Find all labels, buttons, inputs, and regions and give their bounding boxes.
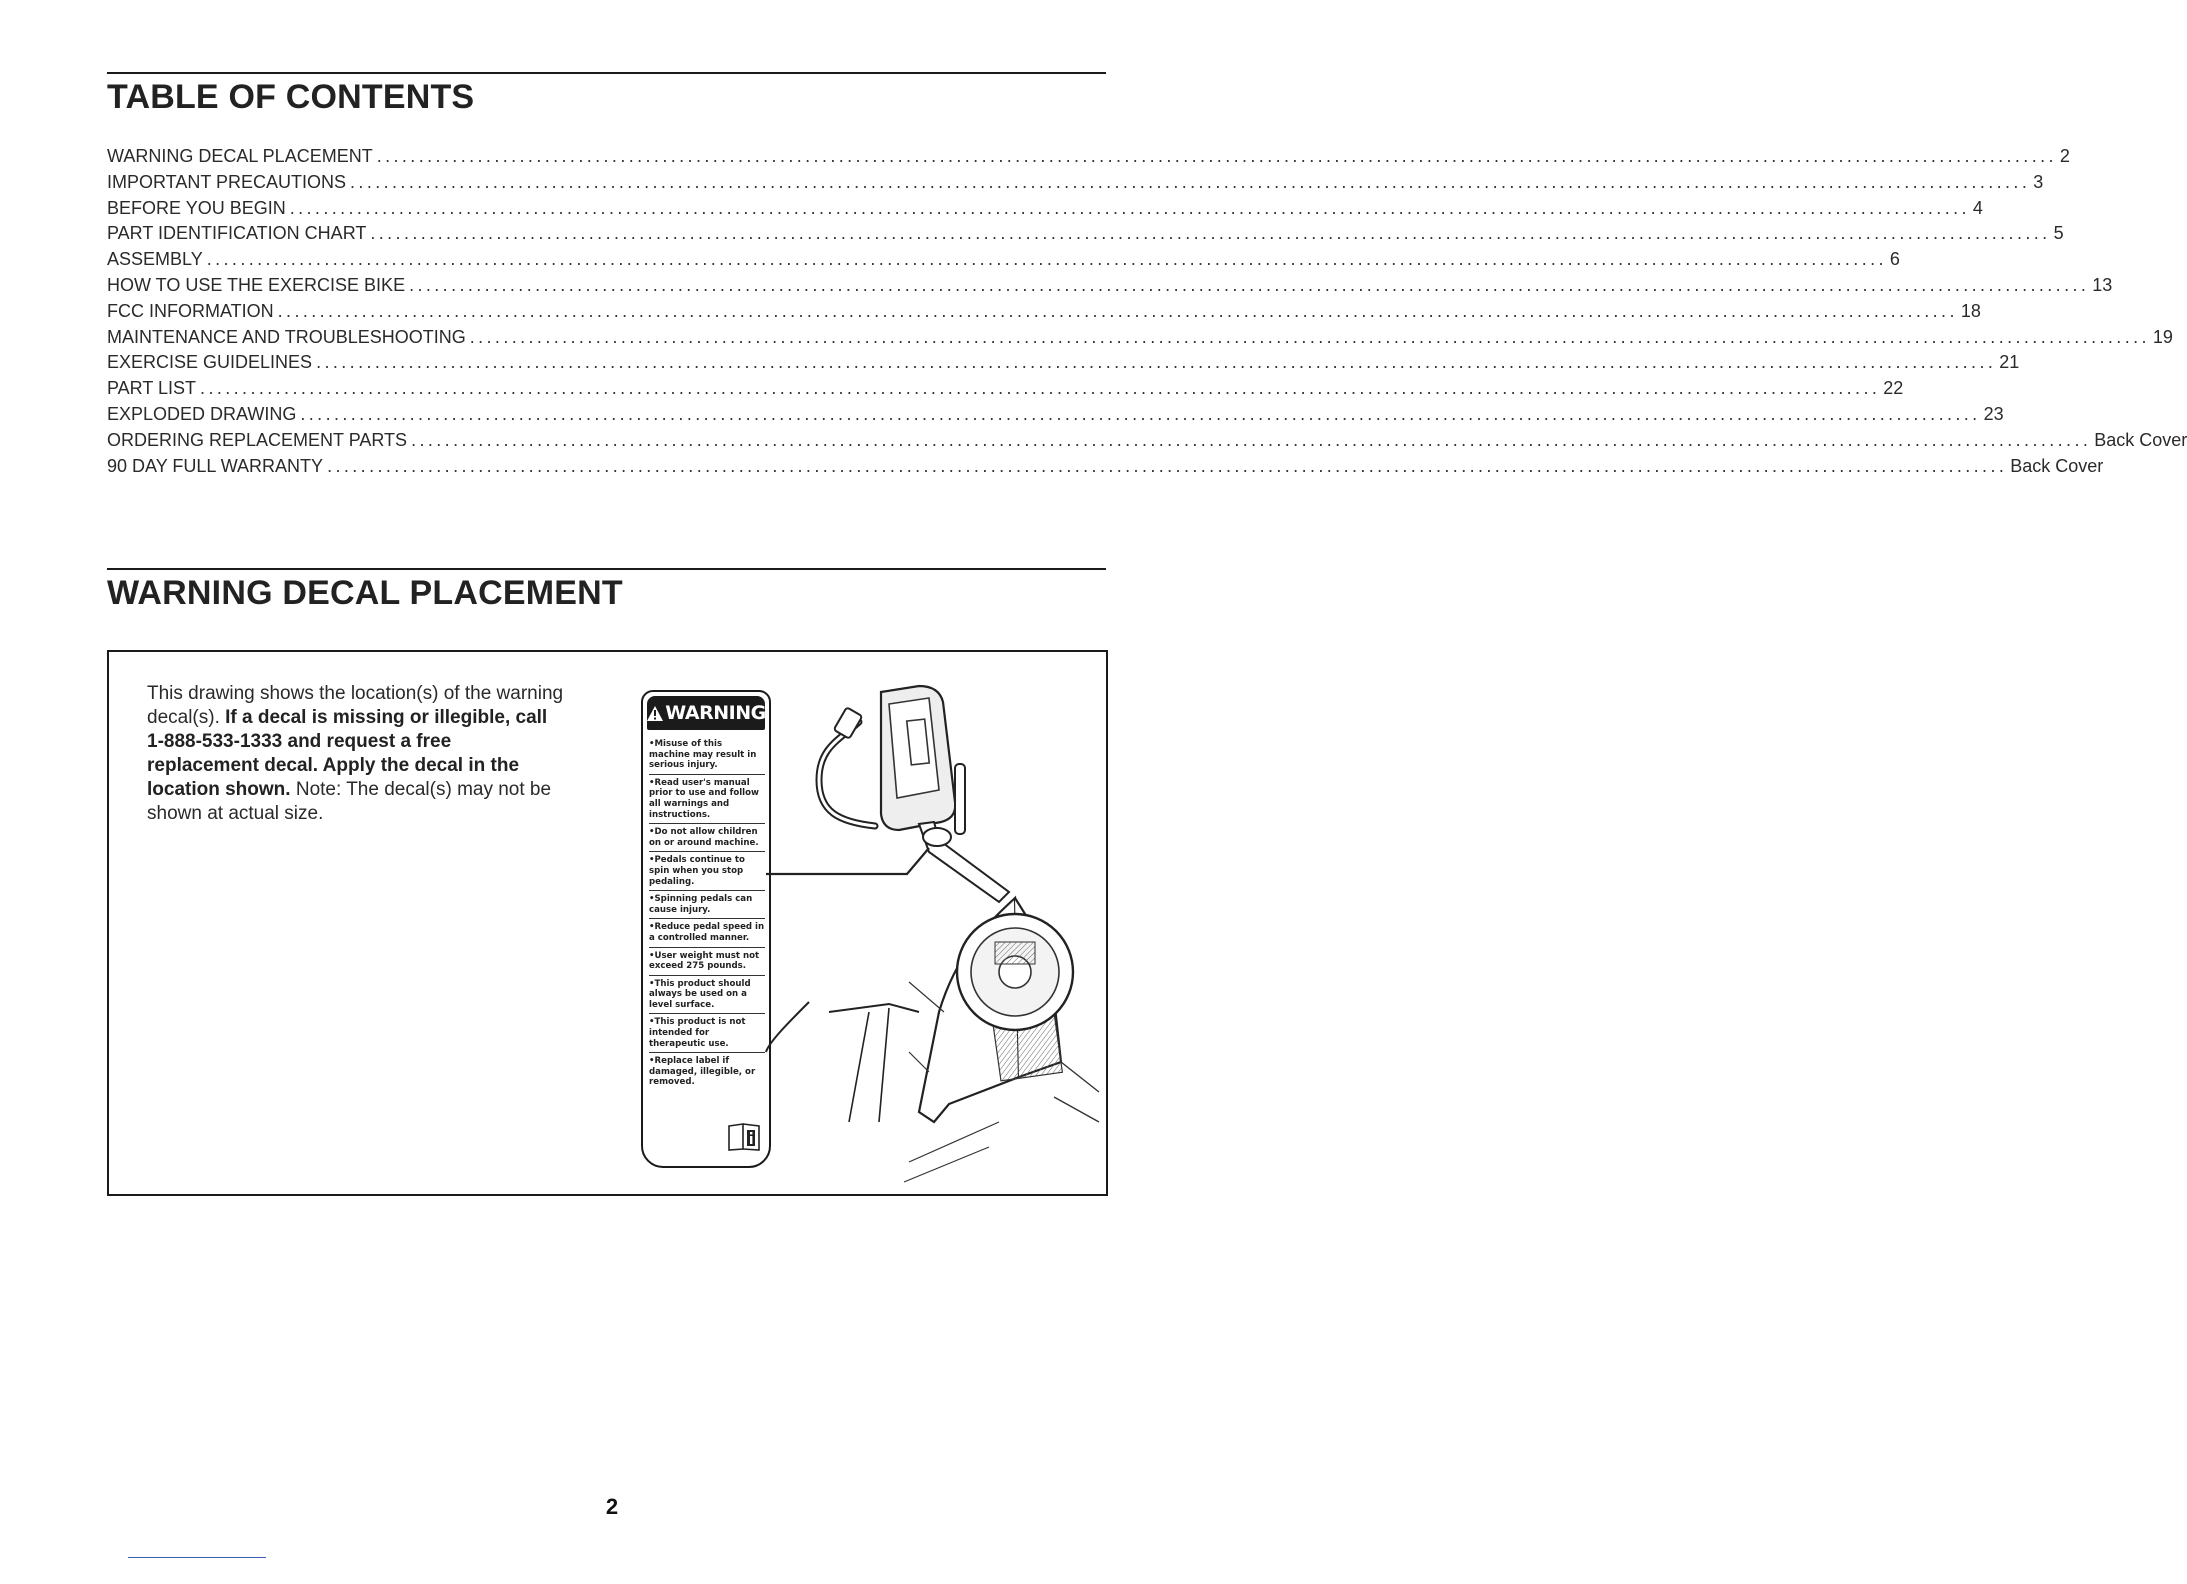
toc-entry-label: 90 DAY FULL WARRANTY — [107, 455, 324, 476]
warning-decal-title: WARNING — [665, 702, 766, 724]
toc-leader-dots: ........................................................................................................................................................................................................ — [200, 378, 1881, 399]
warning-triangle-icon — [646, 705, 664, 722]
toc-leader-dots: ........................................................................................................................................................................................................ — [327, 455, 2008, 476]
table-of-contents — [107, 146, 2187, 481]
toc-entry-page: Back Cover — [2010, 455, 2104, 476]
warning-decal-item: •Do not allow children on or around machine. — [649, 824, 765, 852]
warning-top-rule — [107, 568, 1106, 570]
toc-entry — [107, 429, 2187, 456]
intro-note-text: Note: The decal(s) may not be shown at actual size. — [147, 779, 552, 824]
toc-leader-dots: ........................................................................................................................................................................................................ — [277, 300, 1958, 321]
toc-entry-page: 13 — [2092, 274, 2113, 295]
warning-decal-item: •Reduce pedal speed in a controlled manner. — [649, 919, 765, 947]
toc-entry-label: FCC INFORMATION — [107, 300, 274, 321]
toc-entry — [107, 455, 2104, 482]
toc-entry-page: 4 — [1972, 197, 1983, 218]
toc-entry-page: 21 — [1999, 352, 2020, 373]
toc-entry — [107, 274, 2113, 301]
toc-leader-dots: ........................................................................................................................................................................................................ — [350, 171, 2031, 192]
warning-decal-item: •User weight must not exceed 275 pounds. — [649, 948, 765, 976]
manual-info-icon — [727, 1122, 761, 1152]
toc-entry-label: ASSEMBLY — [107, 249, 203, 270]
toc-entry-label: ORDERING REPLACEMENT PARTS — [107, 429, 408, 450]
warning-decal-item: •This product should always be used on a level surface. — [649, 976, 765, 1015]
decal-placement-box — [107, 650, 1108, 1196]
warning-decal-item: •Pedals continue to spin when you stop pedaling. — [649, 852, 765, 891]
toc-leader-dots: ........................................................................................................................................................................................................ — [409, 274, 2090, 295]
toc-top-rule — [107, 72, 1106, 74]
toc-leader-dots: ........................................................................................................................................................................................................ — [289, 197, 1970, 218]
toc-entry-page: 2 — [2059, 146, 2070, 166]
footer-line — [128, 1557, 266, 1558]
toc-entry-label: IMPORTANT PRECAUTIONS — [107, 171, 347, 192]
toc-entry — [107, 171, 2044, 198]
intro-bold-text: If a decal is missing or illegible, call 1-888-533-1333 and request a free replacement decal. Apply the decal in the location shown. — [147, 707, 548, 800]
toc-entry-page: 6 — [1889, 249, 1900, 270]
toc-leader-dots: ........................................................................................................................................................................................................ — [206, 249, 1887, 270]
toc-entry-label: EXERCISE GUIDELINES — [107, 352, 313, 373]
toc-leader-dots: ........................................................................................................................................................................................................ — [370, 223, 2051, 244]
toc-leader-dots: ........................................................................................................................................................................................................ — [316, 352, 1997, 373]
toc-leader-dots: ........................................................................................................................................................................................................ — [469, 326, 2150, 347]
toc-entry — [107, 352, 2020, 378]
toc-entry-label: EXPLODED DRAWING — [107, 403, 297, 424]
toc-entry-page: 19 — [2152, 326, 2173, 347]
warning-decal-item: •Spinning pedals can cause injury. — [649, 891, 765, 919]
toc-entry — [107, 197, 1983, 224]
toc-entry-page: 18 — [1960, 300, 1981, 321]
toc-entry — [107, 249, 1900, 275]
toc-entry-label: HOW TO USE THE EXERCISE BIKE — [107, 274, 406, 295]
warning-decal-item: •Misuse of this machine may result in serious injury. — [649, 736, 765, 775]
toc-entry-label: MAINTENANCE AND TROUBLESHOOTING — [107, 326, 466, 347]
toc-leader-dots: ........................................................................................................................................................................................................ — [300, 403, 1981, 424]
warning-section-title: WARNING DECAL PLACEMENT — [107, 574, 623, 612]
toc-entry-label: BEFORE YOU BEGIN — [107, 197, 286, 218]
toc-entry-label: PART LIST — [107, 378, 197, 399]
toc-leader-dots: ........................................................................................................................................................................................................ — [376, 146, 2057, 166]
warning-decal — [641, 690, 771, 1168]
toc-entry-label: PART IDENTIFICATION CHART — [107, 223, 367, 244]
toc-entry — [107, 403, 2004, 430]
warning-decal-header — [647, 696, 765, 730]
intro-plain-text: This drawing shows the location(s) of the warning decal(s). — [147, 683, 564, 728]
toc-entry — [107, 223, 2064, 249]
warning-decal-item: •Replace label if damaged, illegible, or removed. — [649, 1056, 756, 1088]
toc-entry — [107, 326, 2173, 353]
toc-entry-page: 3 — [2033, 171, 2044, 192]
warning-decal-item: •Read user's manual prior to use and follow all warnings and instructions. — [649, 775, 765, 824]
exercise-bike-illustration — [769, 652, 1104, 1192]
toc-entry — [107, 300, 1981, 327]
toc-entry-page: 5 — [2053, 223, 2064, 244]
toc-entry — [107, 146, 2070, 172]
toc-entry-page: Back Cover — [2094, 429, 2187, 450]
toc-title: TABLE OF CONTENTS — [107, 78, 475, 116]
toc-leader-dots: ........................................................................................................................................................................................................ — [411, 429, 2092, 450]
toc-entry-page: 23 — [1983, 403, 2004, 424]
page-number: 2 — [605, 1494, 619, 1519]
toc-entry-page: 22 — [1883, 378, 1904, 399]
decal-instructions — [147, 682, 567, 826]
toc-entry-label: WARNING DECAL PLACEMENT — [107, 146, 373, 166]
warning-decal-list — [643, 734, 769, 1091]
warning-decal-item: •This product is not intended for therapeutic use. — [649, 1014, 765, 1053]
toc-entry — [107, 378, 1904, 404]
